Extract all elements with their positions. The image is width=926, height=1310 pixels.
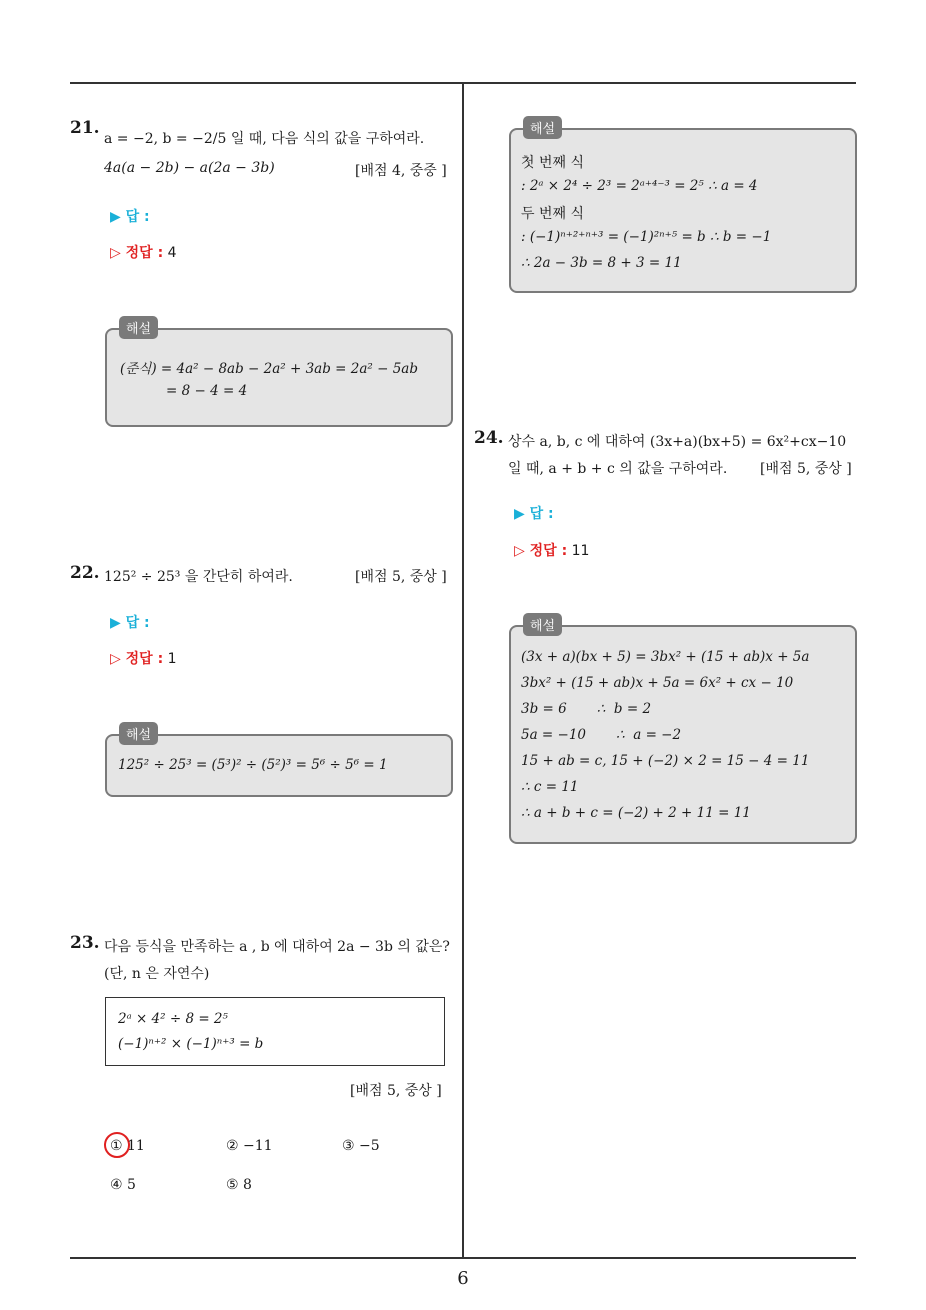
q22-solution-tag: 해설 — [119, 722, 158, 745]
q23-solution-line-3: 두 번째 식 — [521, 206, 584, 222]
q24-solution-line-7: ∴ a + b + c = (−2) + 2 + 11 = 11 — [521, 805, 751, 821]
q22-correct-value: 1 — [167, 651, 177, 667]
q21-correct-label: ▷ 정답 : — [110, 245, 164, 261]
page-number: 6 — [457, 1268, 469, 1289]
q23-question: 다음 등식을 만족하는 a , b 에 대하여 2a − 3b 의 값은? — [104, 939, 450, 955]
bottom-rule — [70, 1257, 856, 1259]
q24-solution-tag: 해설 — [523, 613, 562, 636]
q22-score: [배점 5, 중상 ] — [355, 569, 447, 585]
q23-equation-frame — [105, 997, 445, 1066]
q23-solution-line-1: 첫 번째 식 — [521, 155, 584, 171]
q24-correct — [514, 540, 589, 560]
q21-correct-value: 4 — [167, 245, 177, 261]
q22-solution-line-1: 125² ÷ 25³ = (5³)² ÷ (5²)³ = 5⁶ ÷ 5⁶ = 1 — [118, 757, 388, 773]
q22-question: 125² ÷ 25³ 을 간단히 하여라. — [104, 569, 293, 585]
q22-number: 22. — [70, 563, 100, 583]
q24-correct-value: 11 — [571, 543, 590, 559]
q24-score: [배점 5, 중상 ] — [760, 461, 852, 477]
q22-answer-label: ▶ 답 : — [110, 615, 150, 631]
q22-correct — [110, 648, 177, 668]
q21-correct — [110, 242, 177, 262]
q24-solution-line-2: 3bx² + (15 + ab)x + 5a = 6x² + cx − 10 — [521, 675, 794, 691]
q23-choice-2[interactable]: ② −11 — [226, 1138, 273, 1154]
q24-solution-line-6: ∴ c = 11 — [521, 779, 579, 795]
q23-choice-5[interactable]: ⑤ 8 — [226, 1177, 252, 1193]
q21-solution-line-1: (준식) = 4a² − 8ab − 2a² + 3ab = 2a² − 5ab — [120, 361, 418, 377]
q21-question: a = −2, b = −2/5 일 때, 다음 식의 값을 구하여라. — [104, 131, 425, 147]
q23-frame-line-1: 2ᵃ × 4² ÷ 8 = 2⁵ — [118, 1011, 228, 1027]
q23-choice-3[interactable]: ③ −5 — [342, 1138, 380, 1154]
q24-correct-label: ▷ 정답 : — [514, 543, 568, 559]
q23-solution-tag: 해설 — [523, 116, 562, 139]
q24-number: 24. — [474, 428, 504, 448]
q23-solution-line-2: : 2ᵃ × 2⁴ ÷ 2³ = 2ᵃ⁺⁴⁻³ = 2⁵ ∴ a = 4 — [521, 178, 758, 194]
q21-number: 21. — [70, 118, 100, 138]
q23-solution-line-4: : (−1)ⁿ⁺²⁺ⁿ⁺³ = (−1)²ⁿ⁺⁵ = b ∴ b = −1 — [521, 229, 772, 245]
q21-expression: 4a(a − 2b) − a(2a − 3b) — [104, 160, 275, 176]
column-divider — [462, 84, 464, 1258]
q24-solution-line-4: 5a = −10 ∴ a = −2 — [521, 727, 682, 743]
q23-score: [배점 5, 중상 ] — [350, 1083, 442, 1099]
q21-solution-line-2: = 8 − 4 = 4 — [166, 383, 248, 399]
q24-solution-line-3: 3b = 6 ∴ b = 2 — [521, 701, 652, 717]
q24-question: 상수 a, b, c 에 대하여 (3x+a)(bx+5) = 6x²+cx−10 — [508, 434, 847, 450]
q23-condition: (단, n 은 자연수) — [104, 966, 210, 982]
q24-question-cont: 일 때, a + b + c 의 값을 구하여라. — [508, 461, 728, 477]
q24-answer-label: ▶ 답 : — [514, 506, 554, 522]
q23-number: 23. — [70, 933, 100, 953]
q23-choice-4[interactable]: ④ 5 — [110, 1177, 136, 1193]
q21-solution-box — [105, 328, 453, 427]
q21-answer-label: ▶ 답 : — [110, 209, 150, 225]
q23-frame-line-2: (−1)ⁿ⁺² × (−1)ⁿ⁺³ = b — [118, 1036, 264, 1052]
q23-solution-line-5: ∴ 2a − 3b = 8 + 3 = 11 — [521, 255, 682, 271]
q22-correct-label: ▷ 정답 : — [110, 651, 164, 667]
q24-solution-line-5: 15 + ab = c, 15 + (−2) × 2 = 15 − 4 = 11 — [521, 753, 810, 769]
q24-solution-line-1: (3x + a)(bx + 5) = 3bx² + (15 + ab)x + 5a — [521, 649, 810, 665]
q21-solution-tag: 해설 — [119, 316, 158, 339]
q21-score: [배점 4, 중중 ] — [355, 163, 447, 179]
q23-choice-1[interactable]: ① 11 — [110, 1138, 145, 1154]
